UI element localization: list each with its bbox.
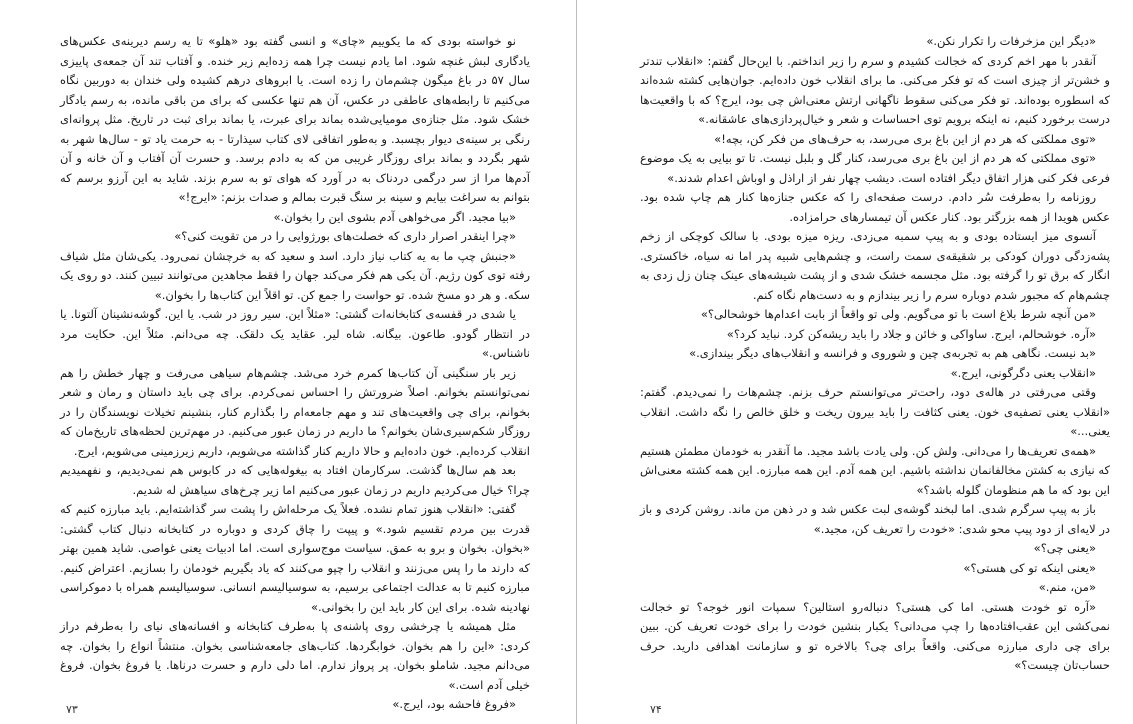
paragraph: مثل همیشه یا چرخشی روی پاشنه‌ی پا به‌طرف کتابخانه و افسانه‌های نیای را به‌طرفم دراز کردی: «این را هم بخوان. خوابگردها. کتاب‌های جامعه‌شناسی بخوان. منتشاً انواع را بخوان. چه می‌دانم مجید. شاملو بخوان. پر پرواز ندارم. اما دلی دارم و حسرت درناها. یا فروغ بخوان. فروغ خیلی آدم است.»	[60, 619, 530, 692]
paragraph: نو خواسته بودی که ما یکوییم «چای» و انسی گفته بود «هلو» تا یه رسم دیرینه‌ی عکس‌های یادگاری لبش غنچه شود. اما یادم نیست چرا همه زده‌ایم زیر خنده. و آفتاب تند آن جمعه‌ی پاییزی سال ۵۷ در باغ میگون چشم‌مان را زده است. یا ابروهای درهم کشیده ولی خندان به دوربین نگاه می‌کنیم تا رابطه‌های عاطفی در عکس، آن هم تنها عکسی که برای من باقی مانده، به رسم یادگار خشک شود. مثل جنازه‌ی مومیایی‌شده بماند برای عبرت، یا بماند برای ثبت در تاریخ. مثل پروانه‌ای رنگی بر سینه‌ی دیوار بچسبد. و به‌طور اتفاقی لای کتاب سیذارتا - به حرمت یاد تو - سال‌ها شهر به شهر بگردد و بماند برای روزگار غریبی من که به دادم برسد. و حسرت آن آفتاب و آن خانه و آن آدم‌ها مرا از سر درگمی دردناک به در آورد که هوای تو به سرم بزند. شاید به این آرزو برسم که بتوانم به سراغت بیایم و سینه بر سنگ قبرت بمالم و صدات بزنم: «ایرج!»	[60, 34, 530, 204]
paragraph: یا شدی در قفسه‌ی کتابخانه‌ات گشتی: «مثلاً این. سیر روز در شب. یا این. گوشه‌نشینان آلتونا. یا در انتظار گودو. طاعون. بیگانه. شاه لیر. عقاید یک دلقک. چه می‌دانم. مثلاً این. حکایت مرد ناشناس.»	[60, 307, 530, 360]
paragraph: گفتی: «انقلاب هنوز تمام نشده. فعلاً یک مرحله‌اش را پشت سر گذاشته‌ایم. باید مبارزه کنیم که قدرت بین مردم تقسیم شود.» و پیپت را چاق کردی و دوباره در کتابخانه دنبال کتاب گشتی: «بخوان. بخوان و برو به عمق. سیاست موج‌سواری است. اما ادبیات یعنی غواصی. شاید همین بهتر که دارند ما را پس می‌زنند و انقلاب را چپو می‌کنند که یاد بگیریم خودمان را بسازیم. اعتراض کنیم. مبارزه کنیم تا به عدالت اجتماعی برسیم، به سوسیالیسم انسانی. سوسیالیسم همراه با دموکراسی نهادینه شده. برای این کار باید این را بخوانی.»	[60, 502, 530, 614]
paragraph: «آره. خوشحالم، ایرج. ساواکی و خائن و جلاد را باید ریشه‌کن کرد. نباید کرد؟»	[726, 326, 1096, 341]
page-gutter-divider	[576, 0, 577, 724]
paragraph: آنسوی میز ایستاده بودی و به پیپ سمبه می‌زدی. ریزه میزه بودی. با سالک کوچکی از زخم پشه‌زدگی دوران کودکی بر شقیقه‌ی سمت راست، و چشم‌هایی شبیه پدر اما نه سیاه، خاکستری. انگار که برق تو را گرفته بود. مثل مجسمه خشک شدی و از پشت شیشه‌های عینک چنان زل زدی به چشم‌هام که مجبور شدم دوباره سرم را زیر بیندازم و به دست‌هام نگاه کنم.	[640, 229, 1110, 302]
paragraph: «آره تو خودت هستی. اما کی هستی؟ دنباله‌رو استالین؟ سمپات انور خوجه؟ تو خجالت نمی‌کشی این عقب‌افتاده‌ها را چپ می‌دانی؟ یکبار بنشین خودت را برای خودت تعریف کن. ببین برای چی داری مبارزه می‌کنی. واقعاً برای چی؟ بالاخره تو و سازمانت اهدافی دارید. حرف حساب‌تان چیست؟»	[640, 599, 1110, 672]
paragraph: زیر بار سنگینی آن کتاب‌ها کمرم خرد می‌شد. چشم‌هام سیاهی می‌رفت و چهار خطش را هم نمی‌توانستم بخوانم. اصلاً ضرورتش را احساس نمی‌کردم. برای چی باید داستان و رمان و شعر بخوانم، برای چی واقعیت‌های تند و مهم جامعه‌ام را بگذارم کنار، بنشینم تخیلات نویسندگان را در روزگار شکم‌سیری‌شان بخوانم؟ ما داریم در زمان عبور می‌کنیم. در مهم‌ترین لحظه‌های تاریخ‌مان که انقلاب کرده‌ایم. خون داده‌ایم و حالا داریم کنار گذاشته می‌شویم، داریم زیرزمینی می‌شویم، ایرج.	[60, 365, 530, 458]
paragraph: باز به پیپ سرگرم شدی. اما لبخند گوشه‌ی لبت عکس شد و در ذهن من ماند. روشن کردی و باز در لایه‌ای از دود پیپ محو شدی: «خودت را تعریف کن، مجید.»	[640, 502, 1110, 536]
paragraph: روزنامه را به‌طرفت سُر دادم. درست صفحه‌ای را که عکس جنازه‌ها کنار هم چاپ شده بود. عکس هویدا از همه بزرگتر بود. کنار عکس آن تیمسارهای حرامزاده.	[640, 190, 1110, 224]
paragraph: «توی مملکتی که هر دم از این باغ بری می‌رسد، به حرف‌های من فکر کن، بچه!»	[714, 131, 1096, 146]
paragraph: «من آنچه شرط بلاغ است با تو می‌گویم. ولی تو واقعاً از بابت اعدام‌ها خوشحالی؟»	[700, 307, 1096, 321]
paragraph: وقتی می‌رفتی در هاله‌ی دود، راحت‌تر می‌توانستم حرف بزنم. چشم‌هات را نمی‌دیدم. گفتم: «انقلاب یعنی تصفیه‌ی خون. یعنی کثافت را باید بیرون ریخت و خلق خالص را نگه داشت. انقلاب یعنی...»	[640, 385, 1110, 438]
paragraph: «انقلاب یعنی دگرگونی، ایرج.»	[950, 365, 1096, 380]
paragraph: «یعنی اینکه تو کی هستی؟»	[963, 560, 1096, 575]
paragraph: «جنبش چپ ما به یه کتاب نیاز دارد. اسد و سعید که به خرچشان نمی‌رود. یکی‌شان مثل شیاف رفته توی کون رژیم. آن یکی هم فکر می‌کند جهان را فقط مجاهدین می‌توانند تبیین کنند. دو روی یک سکه. و هر دو مسخ شده. تو حواست را جمع کن. تو اقلاً این کتاب‌ها را بخوان.»	[60, 248, 530, 302]
paragraph: «یعنی چی؟»	[1033, 541, 1096, 555]
paragraph: «چرا اینقدر اصرار داری که خصلت‌های بورژوایی را در من تقویت کنی؟»	[174, 229, 516, 243]
paragraph: «فروغ فاحشه بود، ایرج.»	[392, 697, 516, 711]
paragraph: «دیگر این مزخرفات را تکرار نکن.»	[926, 34, 1096, 48]
left-page-number: ۷۳	[66, 703, 78, 716]
paragraph: «بد نیست. نگاهی هم به تجربه‌ی چین و شوروی و فرانسه و انقلاب‌های دیگر بیندازی.»	[689, 346, 1096, 360]
paragraph: «من، منم.»	[1038, 580, 1096, 594]
paragraph: «همه‌ی تعریف‌ها را می‌دانی. ولش کن. ولی یادت باشد مجید. ما آنقدر به خودمان مطمئن هستیم که نیازی به کشتن مخالفانمان نداشته باشیم. این همه آدم. این همه مبارزه. این همه کشته معنی‌اش این بود که ما هم منظومان گلوله باشد؟»	[640, 443, 1110, 497]
right-page	[640, 32, 1110, 692]
paragraph: «بیا مجید. اگر می‌خواهی آدم بشوی این را بخوان.»	[273, 209, 516, 224]
right-page-number: ۷۴	[650, 703, 662, 716]
paragraph: بعد هم سال‌ها گذشت. سرکارمان افتاد به بیغوله‌هایی که در کابوس هم نمی‌دیدیم، و نفهمیدیم چرا؟ خیال می‌کردیم داریم در زمان عبور می‌کنیم اما زیر چرخ‌های سیاهش له شدیم.	[60, 463, 530, 497]
paragraph: «توی مملکتی که هر دم از این باغ بری می‌رسد، کنار گل و بلبل نیست. تا تو بیایی به یک موضوع فرعی فکر کنی هزار اتفاق دیگر افتاده است. دیشب چهار نفر از اراذل و اوباش اعدام شدند.»	[640, 151, 1110, 185]
paragraph: آنقدر با مهر اخم کردی که خجالت کشیدم و سرم را زیر انداختم. با این‌حال گفتم: «انقلاب تندتر و خشن‌تر از چیزی است که تو فکر می‌کنی. ما برای انقلاب خون داده‌ایم. جوان‌هایی کشته شده‌اند که اسطوره بوده‌اند. تو فکر می‌کنی سقوط ناگهانی ارتش معنی‌اش چی بود، ایرج؟ که با واقعیت‌ها درست برخورد کنیم، نه اینکه برویم توی احساسات و شعر و خیال‌پردازی‌های عاشقانه.»	[640, 53, 1110, 126]
